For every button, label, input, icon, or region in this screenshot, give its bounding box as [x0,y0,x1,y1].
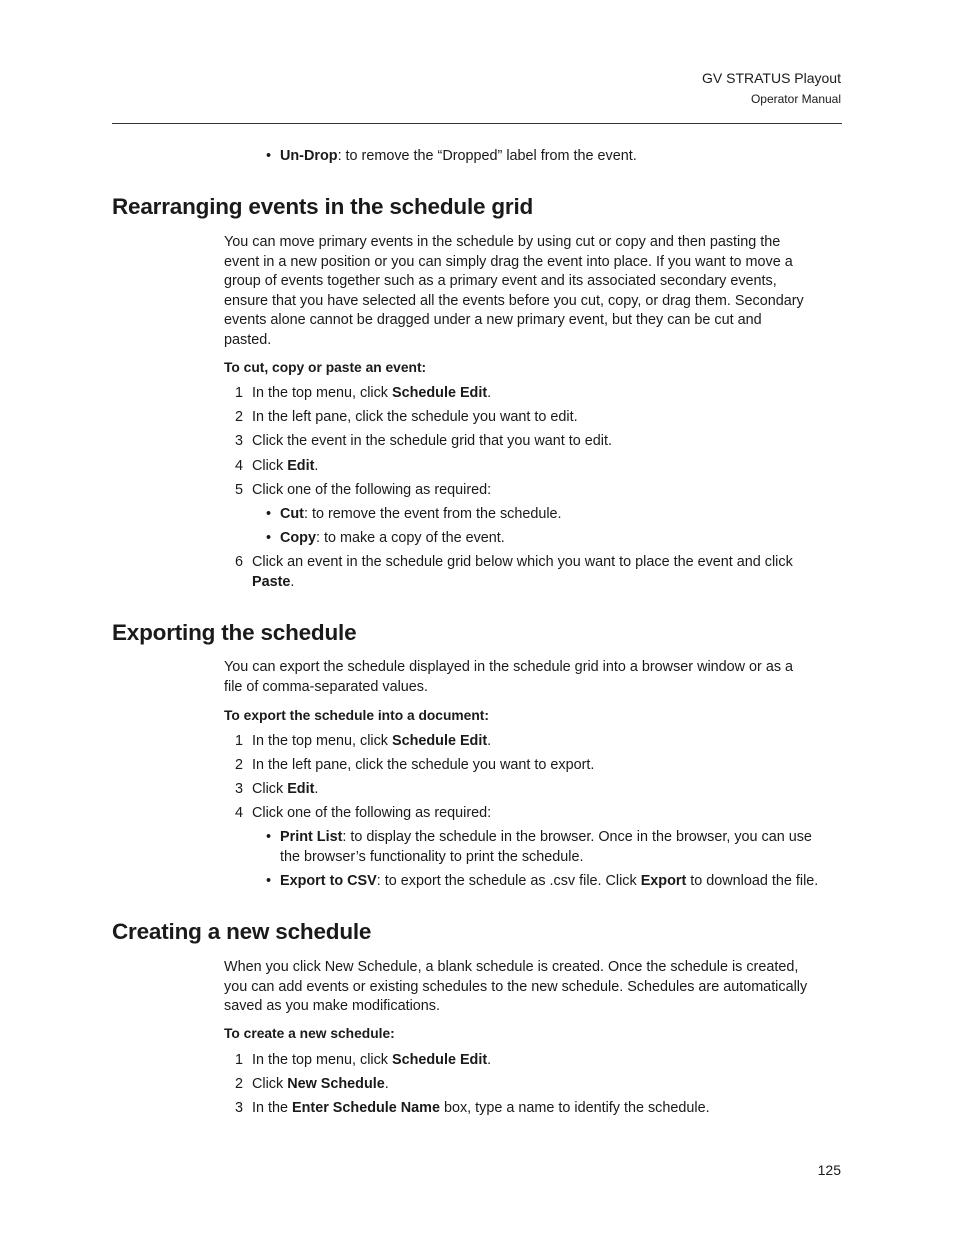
step-text-end: . [314,458,319,474]
step-number: 1 [235,385,244,401]
para-line: you can add events or existing schedules to the new schedule. Schedules are automatically [224,978,808,995]
para-line: You can export the schedule displayed in the schedule grid into a browser window or as a [224,659,794,675]
bullet-text: : to make a copy of the event. [315,530,505,546]
step-text-end: . [487,385,492,401]
page-number: 125 [817,1162,841,1178]
step-number: 1 [235,733,244,749]
step-text: In the top menu, click [252,385,392,401]
step-text: Click the event in the schedule grid that you want to edit. [252,433,612,449]
bullet-dot: • [266,873,272,889]
step-number: 2 [235,1076,244,1092]
step-bold: Paste [252,574,291,590]
step-number: 4 [235,458,244,474]
step-text-end: . [487,733,492,749]
para-line: When you click New Schedule, a blank schedule is created. Once the schedule is created, [224,959,799,975]
para-line: pasted. [224,331,272,348]
step-number: 2 [235,409,244,425]
bullet-text: : to display the schedule in the browser. Once in the browser, you can use [342,829,812,845]
bullet-bold: Copy [280,530,316,546]
step-text: In the left pane, click the schedule you want to edit. [252,409,578,425]
step-text: In the top menu, click [252,733,392,749]
step-number: 1 [235,1052,244,1068]
para-line: ensure that you have selected all the events before you cut, copy, or drag them. Secondary [224,292,804,309]
step-text-end: box, type a name to identify the schedule. [439,1100,710,1116]
step-text: Click [252,781,288,797]
procedure-lead-create: To create a new schedule: [224,1026,395,1041]
step-number: 5 [235,482,244,498]
step-text: Click one of the following as required: [252,805,492,821]
heading-rearranging: Rearranging events in the schedule grid [112,194,534,219]
step-number: 2 [235,757,244,773]
bullet-bold: Export to CSV [280,873,377,889]
bullet-text-end: to download the file. [686,873,819,889]
step-text: In the top menu, click [252,1052,392,1068]
step-text: Click [252,1076,288,1092]
step-number: 4 [235,805,244,821]
bullet-dot: • [266,530,272,546]
procedure-lead-export: To export the schedule into a document: [224,708,489,723]
para-line: event in a new position or you can simply drag the event into place. If you want to move a [224,253,793,270]
header-divider [112,123,842,124]
para-line: group of events together such as a primary event and its associated secondary events, [224,273,777,289]
step-number: 6 [235,554,244,570]
step-bold: Enter Schedule Name [292,1100,440,1116]
step-number: 3 [235,1100,244,1116]
para-line: file of comma-separated values. [224,678,428,695]
heading-exporting: Exporting the schedule [112,620,357,645]
bullet-bold: Un-Drop [280,148,338,164]
step-text: In the [252,1100,293,1116]
procedure-lead-cut-copy: To cut, copy or paste an event: [224,360,427,375]
step-text-end: . [314,781,319,797]
bullet-bold-export: Export [640,873,687,889]
header-title: GV STRATUS Playout [701,70,841,86]
bullet-text: : to remove the “Dropped” label from the event. [337,148,637,164]
step-bold: Schedule Edit [391,385,488,401]
step-bold: Edit [287,781,315,797]
bullet-dot: • [266,148,272,164]
paragraph-rearranging [224,233,844,350]
paragraph-creating [224,958,844,1017]
step-text: In the left pane, click the schedule you want to export. [252,757,595,773]
step-text-end: . [290,574,295,590]
step-text: Click an event in the schedule grid below which you want to place the event and click [252,554,793,570]
bullet-text: : to export the schedule as .csv file. Click [376,873,641,889]
bullet-bold: Print List [280,829,343,845]
header-subtitle: Operator Manual [750,92,841,106]
step-bold: Edit [287,458,315,474]
bullet-dot: • [266,506,272,522]
bullet-text: : to remove the event from the schedule. [303,506,562,522]
para-line: You can move primary events in the schedule by using cut or copy and then pasting the [224,234,781,250]
bullet-dot: • [266,829,272,845]
bullet-bold: Cut [280,506,304,522]
bullet-text-line2: the browser’s functionality to print the schedule. [280,849,584,865]
heading-creating: Creating a new schedule [112,919,372,944]
para-line: events alone cannot be dragged under a new primary event, but they can be cut and [224,312,762,328]
step-text-end: . [384,1076,389,1092]
step-text-end: . [487,1052,492,1068]
step-bold: Schedule Edit [391,1052,488,1068]
step-bold: New Schedule [287,1076,385,1092]
step-text: Click one of the following as required: [252,482,492,498]
step-bold: Schedule Edit [391,733,488,749]
step-text: Click [252,458,288,474]
step-number: 3 [235,781,244,797]
paragraph-exporting [224,658,844,697]
para-line: saved as you make modifications. [224,998,440,1014]
step-number: 3 [235,433,244,449]
